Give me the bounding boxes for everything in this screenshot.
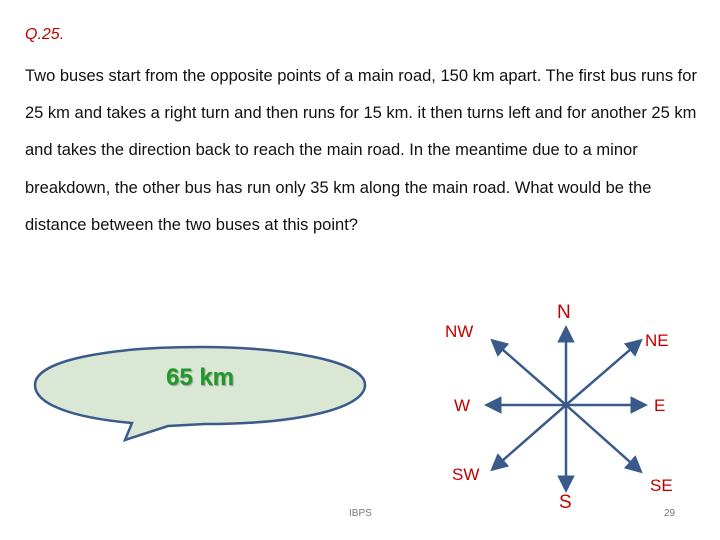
question-number: Q.25. [25,26,65,43]
arrow-southeast [566,405,639,470]
footer-source-label: IBPS [349,508,372,519]
answer-text: 65 km [165,364,235,391]
question-text: Two buses start from the opposite points of a main road, 150 km apart. The first bus runs for 25 km and takes a right turn and then runs for 15 km. it then turns left and for another 25 km and takes the direction back to reach the main road. In the meantime due to a minor breakdown, the other bus has run only 35 km along the main road. What would be the distance between the two buses at this point? [25,67,697,234]
compass-label-northwest: NW [445,322,474,341]
compass-label-southwest: SW [452,465,480,484]
compass-label-southeast: SE [650,476,673,495]
compass-label-north: N [557,302,571,323]
page-number: 29 [664,508,676,519]
arrow-southwest [494,405,566,468]
compass-label-west: W [454,396,471,415]
arrow-northeast [566,342,639,405]
compass-label-south: S [559,492,572,513]
compass-label-northeast: NE [645,331,669,350]
compass-label-east: E [654,396,666,415]
arrow-northwest [494,342,566,405]
